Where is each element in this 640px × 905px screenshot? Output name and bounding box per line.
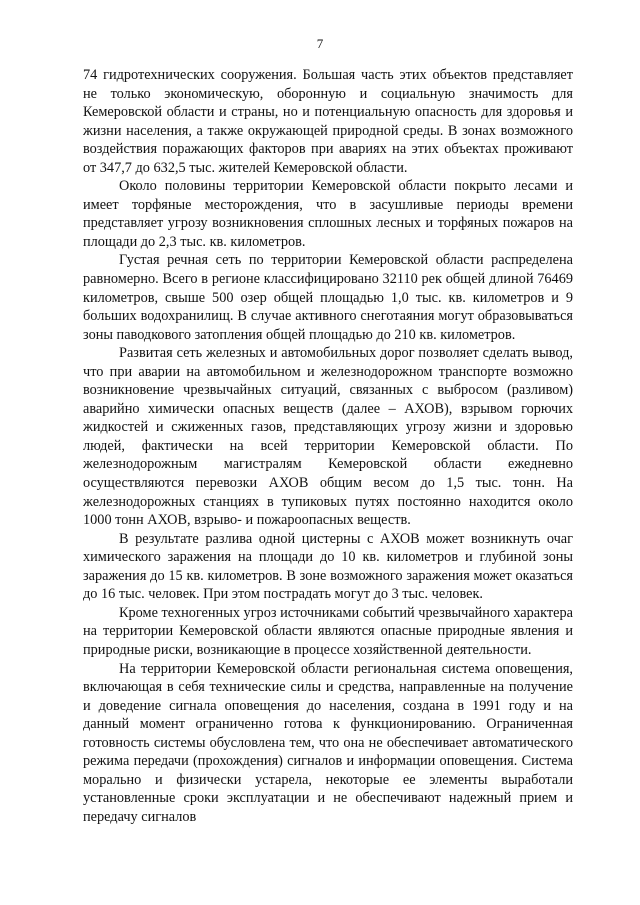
page-number: 7 [316,36,324,51]
paragraph-1: 74 гидротехнических сооружения. Большая часть этих объектов представляет не только экономическую, оборонную и социальную значимость для Кемеровской области и страны, но и потенциальную опасность для здоровья и жизни населения, а также окружающей природной среды. В зонах возможного воздействия поражающих факторов при авариях на этих объектах проживают от 347,7 до 632,5 тыс. жителей Кемеровской области. [83,67,573,176]
document-body [83,66,573,826]
paragraph-3: Густая речная сеть по территории Кемеровской области распределена равномерно. Всего в регионе классифицировано 32110 рек общей длиной 76469 километров, свыше 500 озер общей площадью 1,0 тыс. кв. километров и 9 больших водохранилищ. В случае активного снеготаяния могут образовываться зоны паводкового затопления общей площадью до 210 кв. километров. [83,252,573,343]
paragraph-4: Развитая сеть железных и автомобильных дорог позволяет сделать вывод, что при аварии на автомобильном и железнодорожном транспорте возможно возникновение чрезвычайных ситуаций, связанных с выбросом (разливом) аварийно химически опасных веществ (далее – АХОВ), взрывом горючих жидкостей и сжиженных газов, представляющих угрозу жизни и здоровью людей, фактически на всей территории Кемеровской области. По железнодорожным магистралям Кемеровской области ежедневно осуществляются перевозки АХОВ общим весом до 1,5 тыс. тонн. На железнодорожных станциях в тупиковых путях постоянно находится около 1000 тонн АХОВ, взрыво- и пожароопасных веществ. [83,345,573,529]
paragraph-2: Около половины территории Кемеровской области покрыто лесами и имеет торфяные месторождения, что в засушливые периоды времени представляет угрозу возникновения сплошных лесных и торфяных пожаров на площади до 2,3 тыс. кв. километров. [83,178,573,250]
paragraph-5: В результате разлива одной цистерны с АХОВ может возникнуть очаг химического заражения на площади до 10 кв. километров и глубиной зоны заражения до 15 кв. километров. В зоне возможного заражения может оказаться до 16 тыс. человек. При этом пострадать могут до 3 тыс. человек. [83,530,573,603]
paragraph-6: Кроме техногенных угроз источниками событий чрезвычайного характера на территории Кемеровской области являются опасные природные явления и природные риски, возникающие в процессе хозяйственной деятельности. [83,604,573,658]
paragraph-7: На территории Кемеровской области региональная система оповещения, включающая в себя технические силы и средства, направленные на получение и доведение сигнала оповещения до населения, создана в 1991 году и на данный момент ограниченно готова к функционированию. Ограниченная готовность системы обусловлена тем, что она не обеспечивает автоматического режима передачи (прохождения) сигналов и информации оповещения. Система морально и физически устарела, некоторые ее элементы выработали установленные сроки эксплуатации и не обеспечивают надежный прием и передачу сигналов [83,660,573,825]
